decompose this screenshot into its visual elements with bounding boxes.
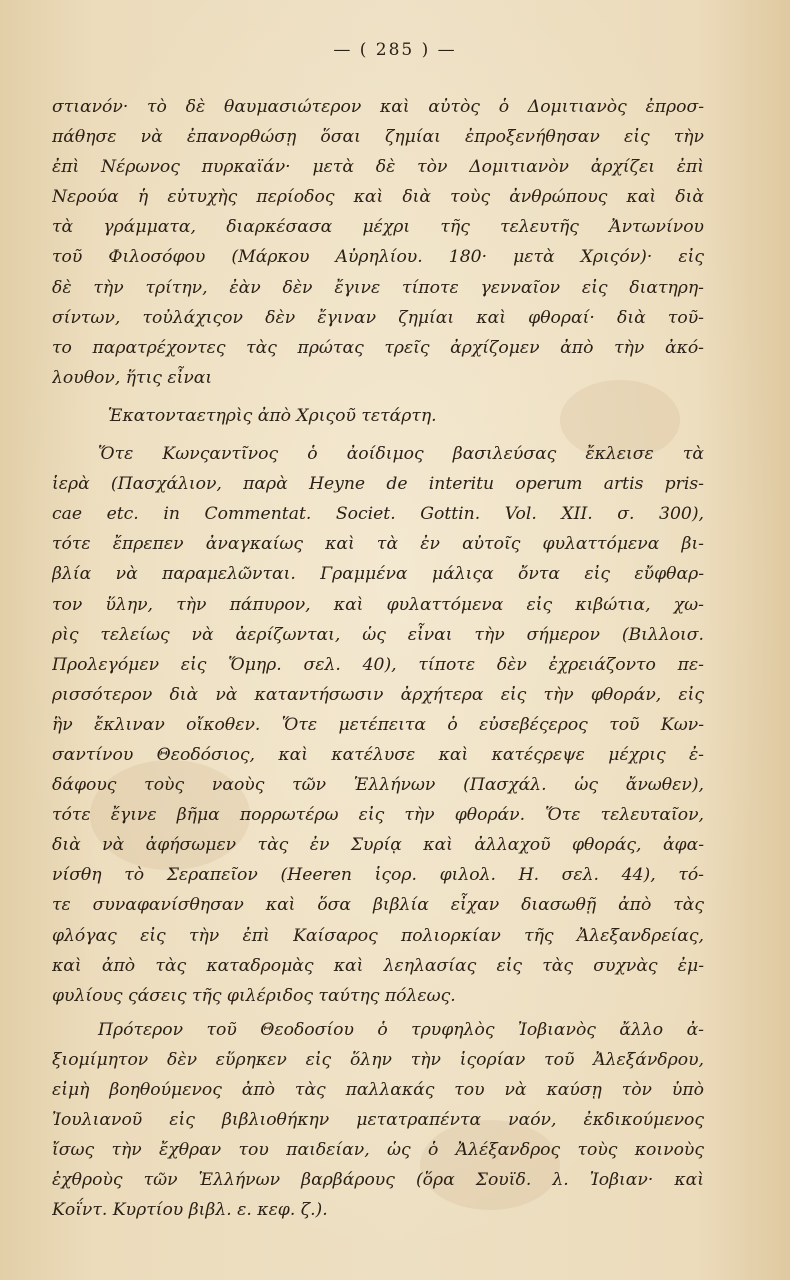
text-line: διὰ νὰ ἀφήσωμεν τὰς ἐν Συρίᾳ καὶ ἀλλαχοῦ φθοράς, ἀφα- bbox=[52, 835, 704, 856]
section-heading: Ἑκατονταετηρὶς ἀπὸ Χριςοῦ τετάρτη. bbox=[108, 405, 437, 426]
text-line: δάφους τοὺς ναοὺς τῶν Ἑλλήνων (Πασχάλ. ὡς ἄνωθεν), bbox=[52, 775, 704, 796]
text-line: φλόγας εἰς τὴν ἐπὶ Καίσαρος πολιορκίαν τῆς Ἀλεξανδρείας, bbox=[52, 925, 704, 946]
text-line: νίσθη τὸ Σεραπεῖον (Heeren ἱςορ. φιλολ. Η. σελ. 44), τό- bbox=[52, 865, 704, 886]
text-line: Ὅτε Κωνςαντῖνος ὁ ἀοίδιμος βασιλεύσας ἔκλεισε τὰ bbox=[98, 444, 704, 465]
text-line: τε συναφανίσθησαν καὶ ὅσα βιβλία εἶχαν διασωθῇ ἀπὸ τὰς bbox=[52, 895, 704, 916]
text-line: τότε ἔπρεπεν ἀναγκαίως καὶ τὰ ἐν αὐτοῖς φυλαττόμενα βι- bbox=[52, 534, 704, 555]
text-line: τὰ γράμματα, διαρκέσασα μέχρι τῆς τελευτῆς Ἀντωνίνου bbox=[52, 217, 704, 238]
text-line: τότε ἔγινε βῆμα πορρωτέρω εἰς τὴν φθοράν. Ὅτε τελευταῖον, bbox=[52, 805, 704, 826]
text-line: Νερούα ἡ εὐτυχὴς περίοδος καὶ διὰ τοὺς ἀνθρώπους καὶ διὰ bbox=[52, 187, 704, 208]
text-line: φυλίους ςάσεις τῆς φιλέριδος ταύτης πόλεως. bbox=[52, 985, 456, 1006]
text-line: πάθησε νὰ ἐπανορθώσῃ ὅσαι ζημίαι ἐπροξενήθησαν εἰς τὴν bbox=[52, 127, 704, 148]
text-line: λουθον, ἥτις εἶναι bbox=[52, 367, 213, 388]
text-line: ἣν ἔκλιναν οἴκοθεν. Ὅτε μετέπειτα ὁ εὐσεβέςερος τοῦ Κων- bbox=[52, 714, 704, 735]
text-line: εἰμὴ βοηθούμενος ἀπὸ τὰς παλλακάς του νὰ καύσῃ τὸν ὑπὸ bbox=[52, 1080, 704, 1100]
text-line: ρὶς τελείως νὰ ἀερίζωνται, ὡς εἶναι τὴν σήμερον (Βιλλοισ. bbox=[52, 624, 704, 645]
text-line: ἐχθροὺς τῶν Ἑλλήνων βαρβάρους (ὅρα Σουϊδ. λ. Ἰοβιαν· καὶ bbox=[52, 1170, 704, 1191]
text-line: τοῦ Φιλοσόφου (Μάρκου Αὐρηλίου. 180· μετὰ Χριςόν)· εἰς bbox=[52, 247, 704, 268]
text-line: το παρατρέχοντες τὰς πρώτας τρεῖς ἀρχίζομεν ἀπὸ τὴν ἀκό- bbox=[52, 337, 704, 358]
text-line: ἱερὰ (Πασχάλιον, παρὰ Heyne de interitu operum artis pris- bbox=[52, 474, 704, 495]
text-line: σαντίνου Θεοδόσιος, καὶ κατέλυσε καὶ κατέςρεψε μέχρις ἐ- bbox=[52, 744, 704, 765]
page-number: — ( 285 ) — bbox=[333, 40, 457, 60]
text-line: στιανόν· τὸ δὲ θαυμασιώτερον καὶ αὐτὸς ὁ Δομιτιανὸς ἐπροσ- bbox=[52, 97, 704, 117]
body-text bbox=[52, 92, 704, 1225]
text-line: cae etc. in Commentat. Societ. Gottin. Vol. XII. σ. 300), bbox=[52, 504, 704, 525]
text-line: δὲ τὴν τρίτην, ἐὰν δὲν ἔγινε τίποτε γενναῖον εἰς διατηρη- bbox=[52, 277, 704, 298]
text-line: ξιομίμητον δὲν εὕρηκεν εἰς ὅλην τὴν ἱςορίαν τοῦ Ἀλεξάνδρου, bbox=[52, 1049, 704, 1070]
text-line: Προλεγόμεν εἰς Ὅμηρ. σελ. 40), τίποτε δὲν ἐχρειάζοντο πε- bbox=[52, 654, 704, 675]
text-line: Πρότερον τοῦ Θεοδοσίου ὁ τρυφηλὸς Ἰοβιανὸς ἄλλο ἀ- bbox=[98, 1019, 704, 1040]
text-line: ρισσότερον διὰ νὰ καταντήσωσιν ἀρχήτερα εἰς τὴν φθοράν, εἰς bbox=[52, 684, 704, 705]
text-line: ἐπὶ Νέρωνος πυρκαϊάν· μετὰ δὲ τὸν Δομιτιανὸν ἀρχίζει ἐπὶ bbox=[52, 157, 704, 178]
text-line: βλία νὰ παραμελῶνται. Γραμμένα μάλιςα ὄντα εἰς εὔφθαρ- bbox=[52, 564, 704, 585]
text-line: τον ὕλην, τὴν πάπυρον, καὶ φυλαττόμενα εἰς κιβώτια, χω- bbox=[52, 594, 704, 615]
text-line: Ἰουλιανοῦ εἰς βιβλιοθήκην μετατραπέντα ναόν, ἐκδικούμενος bbox=[52, 1110, 704, 1131]
text-line: Κοΐντ. Κυρτίου βιβλ. ε. κεφ. ζ.). bbox=[52, 1200, 328, 1221]
text-line: καὶ ἀπὸ τὰς καταδρομὰς καὶ λεηλασίας εἰς τὰς συχνὰς ἐμ- bbox=[52, 955, 704, 976]
text-line: ἴσως τὴν ἔχθραν του παιδείαν, ὡς ὁ Ἀλέξανδρος τοὺς κοινοὺς bbox=[52, 1140, 704, 1161]
text-line: σίντων, τοὐλάχιςον δὲν ἔγιναν ζημίαι καὶ φθοραί· διὰ τοῦ- bbox=[52, 307, 704, 328]
